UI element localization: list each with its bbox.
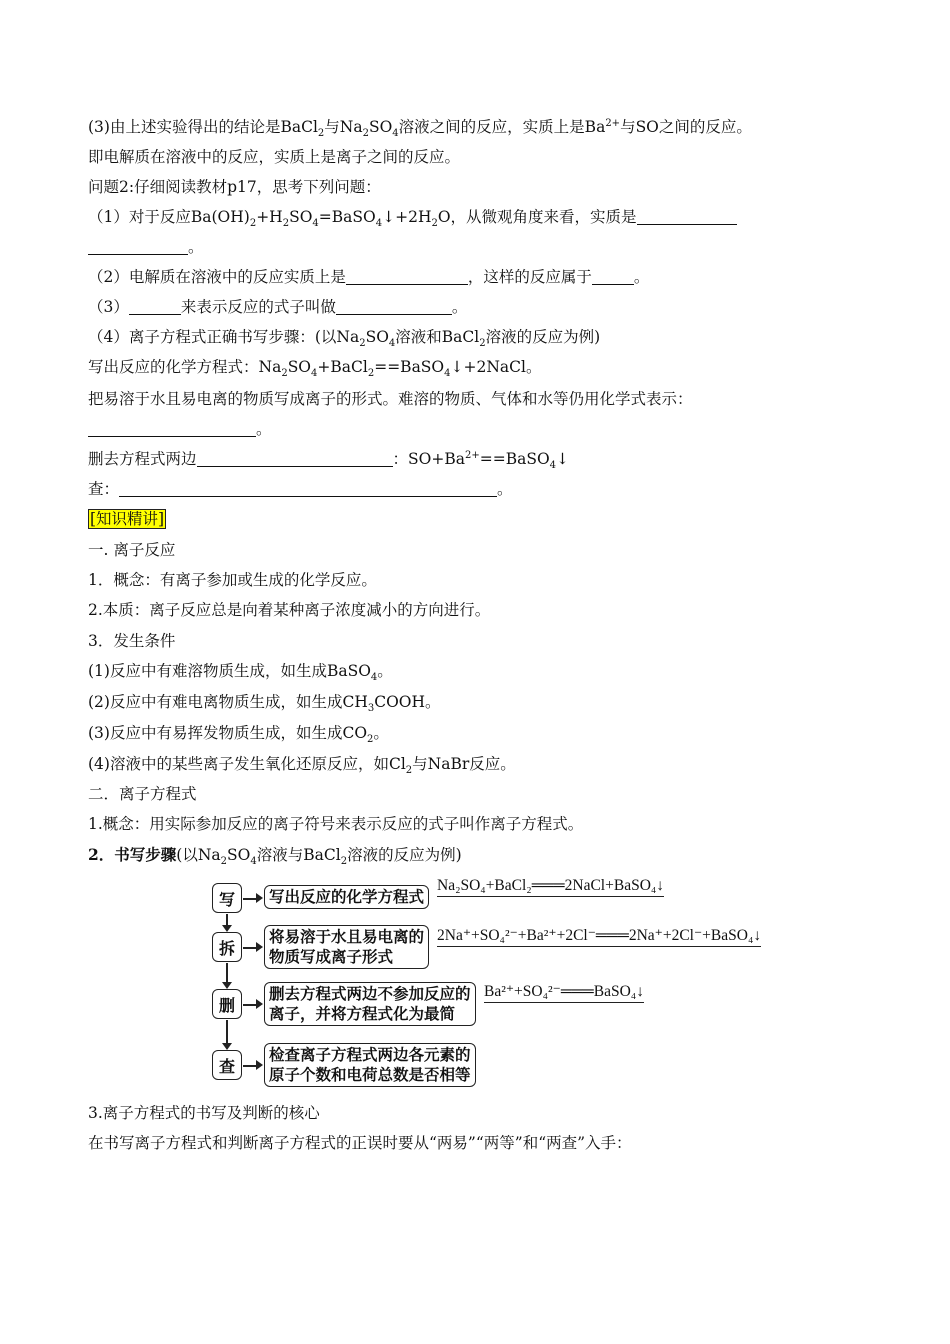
question-2-title: 问题2:仔细阅读教材p17，思考下列问题：: [88, 178, 381, 196]
answer-blank[interactable]: [88, 420, 256, 437]
conditions-heading: 3．发生条件: [88, 632, 176, 650]
answer-blank[interactable]: [637, 208, 737, 225]
section-tag: [88, 509, 166, 529]
answer-blank[interactable]: [88, 238, 188, 255]
down-arrow-icon: [222, 982, 232, 989]
paragraph-conclusion: (3)由上述实验得出的结论是BaCl$_2$与$Na_2SO_4$溶液之间的反应，实质上是$Ba^{2+}$与SO之间的反应。: [88, 117, 752, 140]
question-item-1: （1）对于反应$Ba(OH)_2+H_2SO_4=BaSO_4↓+2H_2O$，从微观角度来看，实质是: [88, 207, 737, 227]
connector-line: [243, 898, 257, 900]
answer-blank[interactable]: [197, 450, 393, 467]
down-arrow-icon: [222, 925, 232, 932]
answer-blank[interactable]: [336, 298, 452, 315]
down-arrow-icon: [222, 1043, 232, 1050]
connector-line: [243, 947, 257, 949]
answer-blank[interactable]: [346, 268, 468, 285]
heading-ionic-equation: 二．离子方程式: [88, 785, 197, 803]
connector-line: [243, 1065, 257, 1067]
step-badge-write: 写: [212, 883, 242, 913]
knowledge-tag: [知识精讲]: [90, 510, 165, 528]
question-item-2: （2）电解质在溶液中的反应实质上是 ，这样的反应属于 。: [88, 268, 650, 286]
condition-3: (3)反应中有易挥发物质生成，如生成$CO_2$。: [88, 724, 389, 746]
condition-4: (4)溶液中的某些离子发生氧化还原反应，如$Cl_2$与NaBr反应。: [88, 755, 516, 777]
answer-blank[interactable]: [129, 298, 181, 315]
flow-box-check: 检查离子方程式两边各元素的 原子个数和电荷总数是否相等: [264, 1043, 476, 1087]
equation-concept: 1.概念：用实际参加反应的离子符号来表示反应的式子叫作离子方程式。: [88, 815, 584, 833]
right-arrow-icon: [256, 942, 263, 952]
step-check: 查： 。: [88, 480, 513, 498]
flow-box-split: 将易溶于水且易电离的 物质写成离子形式: [264, 925, 429, 969]
equation-chemical: Na₂SO₄+BaCl₂═══2NaCl+BaSO₄↓: [437, 877, 664, 897]
step-delete: 删去方程式两边 ：$SO+Ba^{2+}==BaSO_4↓$: [88, 449, 570, 472]
answer-blank[interactable]: [592, 268, 634, 285]
flow-box-write: 写出反应的化学方程式: [264, 885, 429, 909]
question-item-3: （3） 来表示反应的式子叫做 。: [88, 298, 468, 316]
core-intro: 在书写离子方程式和判断离子方程式的正误时要从“两易”“两等”和“两查”入手：: [88, 1134, 632, 1152]
connector-line: [243, 1004, 257, 1006]
question-item-4: （4）离子方程式正确书写步骤：(以$Na_2SO_4$溶液和BaCl$_2$溶液的反应为例): [88, 328, 601, 350]
flow-box-delete: 删去方程式两边不参加反应的 离子，并将方程式化为最简: [264, 982, 476, 1026]
writing-steps-heading: 2．书写步骤(以$Na_2SO_4$溶液与BaCl$_2$溶液的反应为例): [88, 845, 462, 868]
answer-blank[interactable]: [119, 480, 497, 497]
step-split-blank: 。: [88, 419, 272, 439]
step-badge-delete: 删: [212, 989, 242, 1019]
equation-ionic-full: 2Na⁺+SO₄²⁻+Ba²⁺+2Cl⁻═══2Na⁺+2Cl⁻+BaSO₄↓: [437, 926, 761, 947]
concept-line: 1．概念：有离子参加或生成的化学反应。: [88, 571, 377, 589]
question-item-1-cont: 。: [88, 237, 204, 257]
condition-2: (2)反应中有难电离物质生成，如生成$CH_3COOH$。: [88, 693, 441, 715]
equation-ionic-net: Ba²⁺+SO₄²⁻═══BaSO₄↓: [484, 982, 644, 1003]
right-arrow-icon: [256, 999, 263, 1009]
paragraph-essence: 即电解质在溶液中的反应，实质上是离子之间的反应。: [88, 148, 461, 166]
step-badge-check: 查: [212, 1050, 242, 1080]
step-write: 写出反应的化学方程式：$Na_2SO_4+BaCl_2==BaSO_4↓+2NaCl$。: [88, 358, 542, 380]
step-split: 把易溶于水且易电离的物质写成离子的形式。难溶的物质、气体和水等仍用化学式表示：: [88, 390, 693, 408]
step-badge-split: 拆: [212, 932, 242, 962]
essence-line: 2.本质：离子反应总是向着某种离子浓度减小的方向进行。: [88, 601, 491, 619]
condition-1: (1)反应中有难溶物质生成，如生成BaSO$_4$。: [88, 662, 393, 684]
heading-ionic-reaction: 一. 离子反应: [88, 541, 176, 559]
right-arrow-icon: [256, 1060, 263, 1070]
right-arrow-icon: [256, 893, 263, 903]
core-heading: 3.离子方程式的书写及判断的核心: [88, 1104, 320, 1122]
